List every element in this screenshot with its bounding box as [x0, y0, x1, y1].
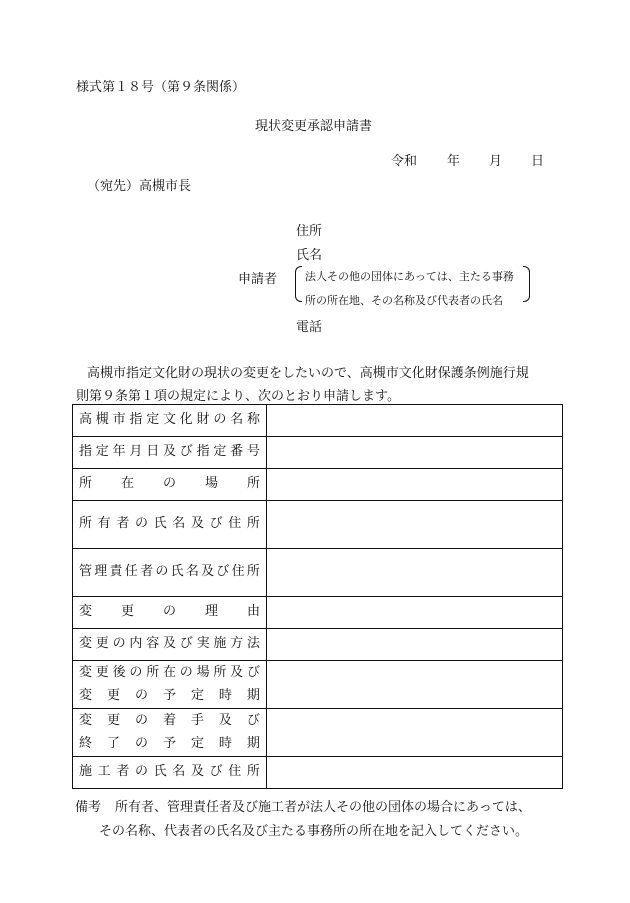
phone-label: 電話	[296, 320, 323, 335]
row-label	[73, 549, 267, 597]
row-label-line1: 変 更 の 内 容 及 び 実 施 方 法	[79, 636, 260, 652]
date-era: 令和	[391, 154, 418, 169]
date-month: 月	[489, 154, 503, 169]
table-row	[73, 405, 563, 437]
row-label-line1: 変 更 の 理 由	[79, 604, 260, 620]
row-label-line1: 施 工 者 の 氏 名 及 び 住 所	[79, 764, 260, 780]
applicant-note-line1: 法人その他の団体にあっては、主たる事務	[305, 270, 514, 283]
row-label	[73, 757, 267, 789]
table-row	[73, 629, 563, 661]
row-value-field[interactable]	[267, 709, 563, 757]
table-row	[73, 757, 563, 789]
body-text-line1: 高槻市指定文化財の現状の変更をしたいので、高槻市文化財保護条例施行規	[87, 366, 529, 381]
row-label-line1: 変 更 の 着 手 及 び	[79, 713, 260, 729]
row-label-line1: 所 有 者 の 氏 名 及 び 住 所	[79, 516, 260, 532]
applicant-label: 申請者	[238, 272, 278, 287]
table-row	[73, 597, 563, 629]
row-label	[73, 709, 267, 757]
remarks-line1: 所有者、管理責任者及び施工者が法人その他の団体の場合にあっては、	[115, 800, 531, 815]
table-row	[73, 437, 563, 469]
table-row	[73, 549, 563, 597]
remarks-label: 備考	[75, 800, 102, 815]
row-label	[73, 469, 267, 501]
row-label-line1: 所 在 の 場 所	[79, 476, 260, 492]
row-value-field[interactable]	[267, 469, 563, 501]
applicant-note-line2: 所の所在地、その名称及び代表者の氏名	[305, 294, 503, 307]
application-table	[72, 404, 563, 789]
row-value-field[interactable]	[267, 757, 563, 789]
row-label	[73, 437, 267, 469]
body-text-line2: 則第９条第１項の規定により、次のとおり申請します。	[76, 389, 400, 404]
row-label-line1: 指 定 年 月 日 及 び 指 定 番 号	[79, 444, 260, 460]
right-bracket	[523, 266, 530, 302]
address-label: 住所	[296, 224, 323, 239]
row-label	[73, 405, 267, 437]
row-value-field[interactable]	[267, 597, 563, 629]
row-value-field[interactable]	[267, 437, 563, 469]
form-number: 様式第１８号（第９条関係）	[76, 80, 246, 95]
remarks-line2: その名称、代表者の氏名及び主たる事務所の所在地を記入してください。	[99, 824, 529, 839]
row-label	[73, 597, 267, 629]
row-value-field[interactable]	[267, 661, 563, 709]
addressee: （宛先）高槻市長	[87, 179, 192, 194]
table-row	[73, 709, 563, 757]
row-value-field[interactable]	[267, 501, 563, 549]
date-day: 日	[531, 154, 545, 169]
table-row	[73, 469, 563, 501]
row-label-line1: 変 更 後 の 所 在 の 場 所 及 び	[79, 665, 260, 681]
row-label-line2: 変 更 の 予 定 時 期	[79, 687, 260, 703]
date-year: 年	[447, 154, 461, 169]
row-value-field[interactable]	[267, 629, 563, 661]
row-label	[73, 661, 267, 709]
row-label	[73, 501, 267, 549]
row-label-line2: 終 了 の 予 定 時 期	[79, 735, 260, 751]
row-value-field[interactable]	[267, 549, 563, 597]
row-label-line1: 管 理 責 任 者 の 氏 名 及 び 住 所	[79, 564, 260, 580]
row-value-field[interactable]	[267, 405, 563, 437]
name-label: 氏名	[296, 248, 323, 263]
row-label-line1: 高 槻 市 指 定 文 化 財 の 名 称	[79, 412, 260, 428]
row-label	[73, 629, 267, 661]
left-bracket	[295, 266, 302, 302]
table-row	[73, 501, 563, 549]
document-title: 現状変更承認申請書	[255, 119, 373, 134]
table-row	[73, 661, 563, 709]
